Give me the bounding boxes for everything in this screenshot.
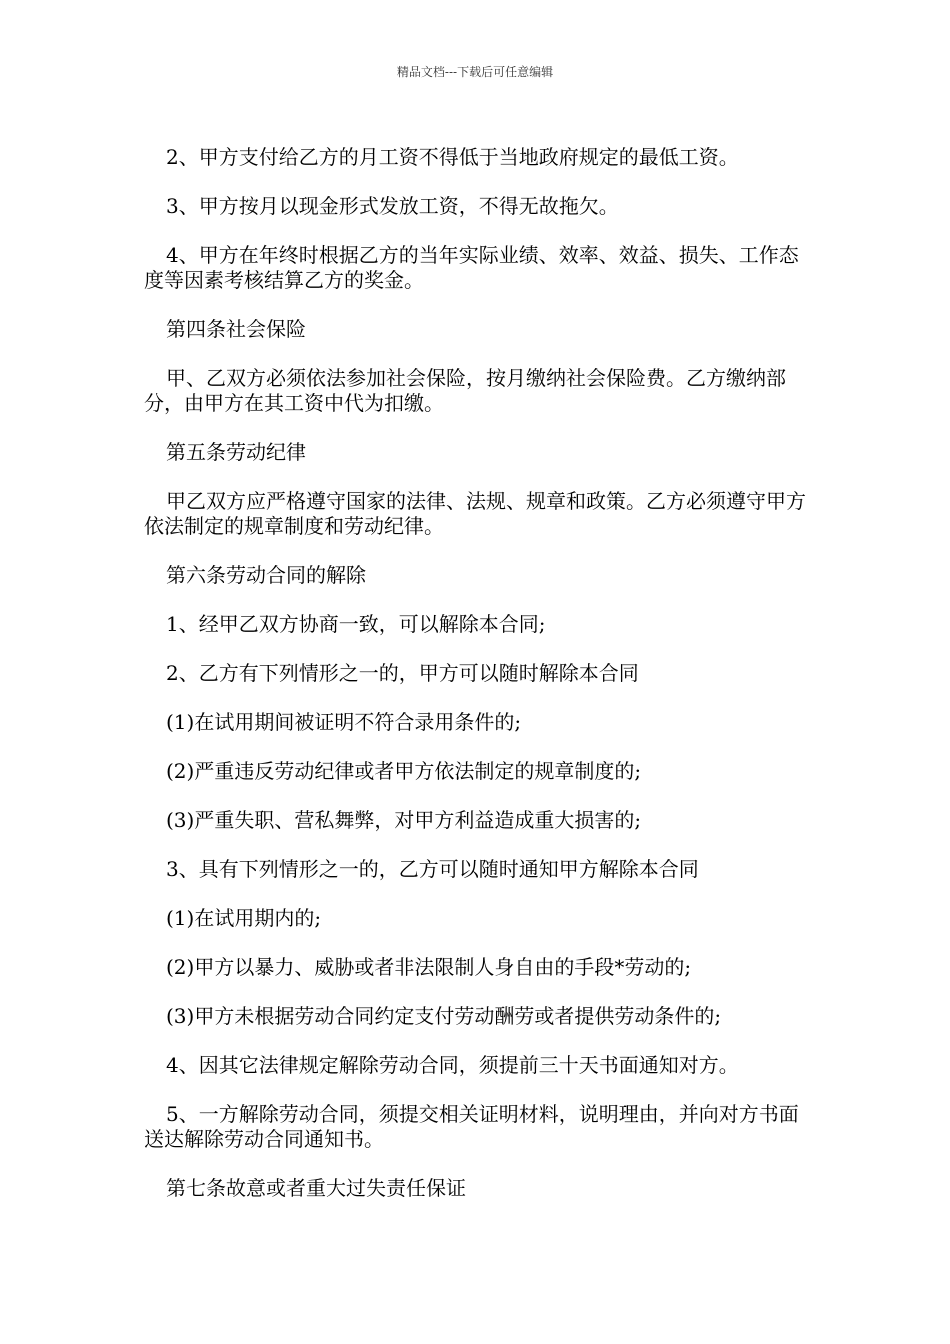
section-heading-social-insurance: 第四条社会保险	[166, 317, 306, 341]
paragraph-termination-by-employer: 2、乙方有下列情形之一的，甲方可以随时解除本合同	[166, 661, 639, 685]
paragraph-social-insurance: 甲、乙双方必须依法参加社会保险，按月缴纳社会保险费。乙方缴纳部分，由甲方在其工资中代为扣缴。	[144, 366, 786, 415]
document-body	[144, 145, 812, 1225]
paragraph-termination-by-employee: 3、具有下列情形之一的，乙方可以随时通知甲方解除本合同	[166, 857, 699, 881]
paragraph-termination-documents: 5、一方解除劳动合同，须提交相关证明材料，说明理由，并向对方书面送达解除劳动合同通知书。	[144, 1102, 799, 1151]
list-item-employee-1: (1)在试用期内的;	[166, 906, 322, 930]
list-item-employer-2: (2)严重违反劳动纪律或者甲方依法制定的规章制度的;	[166, 759, 642, 783]
list-item-employer-1: (1)在试用期间被证明不符合录用条件的;	[166, 710, 522, 734]
section-heading-termination: 第六条劳动合同的解除	[166, 563, 366, 587]
list-item-employer-3: (3)严重失职、营私舞弊，对甲方利益造成重大损害的;	[166, 808, 642, 832]
paragraph-termination-mutual: 1、经甲乙双方协商一致，可以解除本合同;	[166, 612, 546, 636]
paragraph-labor-discipline: 甲乙双方应严格遵守国家的法律、法规、规章和政策。乙方必须遵守甲方依法制定的规章制度和劳动纪律。	[144, 489, 806, 538]
paragraph-wage-minimum: 2、甲方支付给乙方的月工资不得低于当地政府规定的最低工资。	[166, 145, 739, 169]
section-heading-labor-discipline: 第五条劳动纪律	[166, 440, 306, 464]
list-item-employee-2: (2)甲方以暴力、威胁或者非法限制人身自由的手段*劳动的;	[166, 955, 692, 979]
paragraph-year-end-bonus: 4、甲方在年终时根据乙方的当年实际业绩、效率、效益、损失、工作态度等因素考核结算乙方的奖金。	[144, 243, 799, 292]
section-heading-liability: 第七条故意或者重大过失责任保证	[166, 1176, 466, 1200]
list-item-employee-3: (3)甲方未根据劳动合同约定支付劳动酬劳或者提供劳动条件的;	[166, 1004, 722, 1028]
page-header: 精品文档---下载后可任意编辑	[396, 65, 554, 79]
paragraph-notice-period: 4、因其它法律规定解除劳动合同，须提前三十天书面通知对方。	[166, 1053, 739, 1077]
paragraph-wage-monthly: 3、甲方按月以现金形式发放工资，不得无故拖欠。	[166, 194, 619, 218]
